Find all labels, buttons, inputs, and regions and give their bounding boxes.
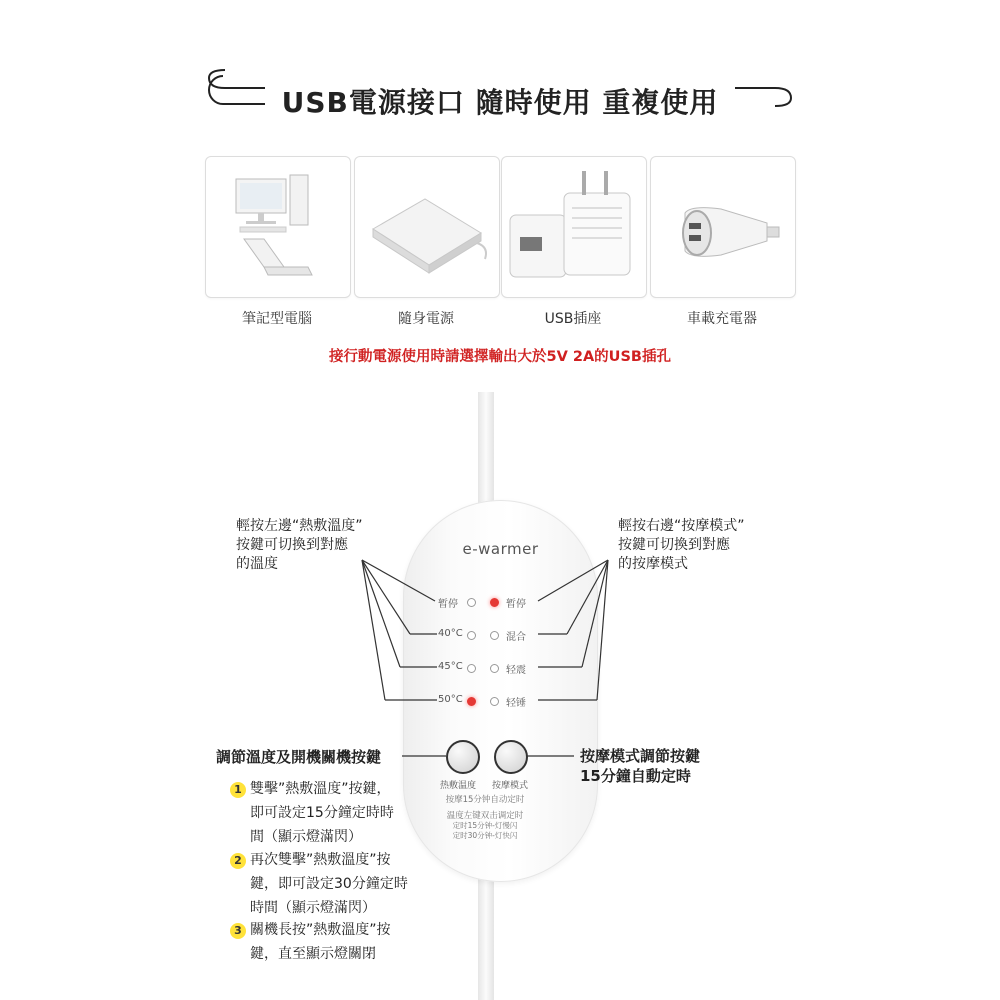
right-led-label-vibrate: 轻震 — [506, 665, 526, 676]
right-hint: 輕按右邊“按摩模式” 按鍵可切換到對應 的按摩模式 — [618, 518, 745, 572]
left-led-label-40: 40°C — [438, 628, 463, 639]
step-2: 2 再次雙擊”熱敷溫度”按 鍵，即可設定30分鐘定時 時間（顯示燈滿閃） — [230, 848, 420, 920]
left-led-indicator — [467, 664, 476, 673]
step-number-badge: 3 — [230, 923, 246, 939]
step-number-badge: 1 — [230, 782, 246, 798]
device-card-usb-adapter — [501, 156, 647, 298]
cable-top — [478, 392, 494, 504]
right-button-description: 按摩模式調節按鍵 15分鐘自動定時 — [580, 747, 701, 785]
left-hint: 輕按左邊“熱敷溫度” 按鍵可切換到對應 的溫度 — [236, 518, 363, 572]
right-led-label-mix: 混合 — [506, 632, 526, 643]
left-led-indicator-on — [467, 697, 476, 706]
massage-mode-button[interactable] — [494, 740, 528, 774]
cable-bottom — [478, 878, 494, 1000]
card-caption-usb-adapter: USB插座 — [544, 311, 602, 327]
step-3: 3 關機長按”熱敷溫度”按 鍵，直至顯示燈關閉 — [230, 918, 420, 966]
heat-button-label: 热敷温度 — [440, 781, 477, 791]
remote-note-line3: 定时15分钟-灯慢闪 — [452, 821, 518, 830]
usb-notice: 接行動電源使用時請選擇輸出大於5V 2A的USB插孔 — [329, 349, 671, 365]
usb-adapter-icon — [502, 157, 646, 297]
card-caption-computer: 筆記型電腦 — [242, 311, 312, 327]
device-card-power-bank — [354, 156, 500, 298]
page-title: USB電源接口 隨時使用 重複使用 — [0, 86, 1000, 120]
device-card-car-charger — [650, 156, 796, 298]
right-led-indicator — [490, 631, 499, 640]
brand-logo: e-warmer — [462, 540, 539, 558]
remote-note-line2: 温度左键双击调定时 — [446, 811, 524, 821]
power-bank-icon — [355, 157, 499, 297]
left-led-label-50: 50°C — [438, 694, 463, 705]
left-button-description: 調節溫度及開機關機按鍵 — [216, 748, 382, 766]
massage-button-label: 按摩模式 — [492, 781, 529, 791]
computer-icon — [206, 157, 350, 297]
right-led-label-hammer: 轻锤 — [506, 698, 526, 709]
car-charger-icon — [651, 157, 795, 297]
heat-temperature-button[interactable] — [446, 740, 480, 774]
remote-note-line1: 按摩15分钟自动定时 — [445, 795, 525, 805]
card-caption-power-bank: 隨身電源 — [398, 311, 454, 327]
right-led-label-pause: 暂停 — [506, 599, 526, 610]
remote-note-line4: 定时30分钟-灯快闪 — [452, 831, 518, 840]
left-led-indicator — [467, 631, 476, 640]
step-number-badge: 2 — [230, 853, 246, 869]
right-led-indicator — [490, 664, 499, 673]
right-led-indicator — [490, 697, 499, 706]
left-led-label-45: 45°C — [438, 661, 463, 672]
left-led-indicator — [467, 598, 476, 607]
left-led-label-pause: 暂停 — [438, 599, 458, 610]
device-card-computer — [205, 156, 351, 298]
step-1: 1 雙擊”熱敷溫度”按鍵， 即可設定15分鐘定時時 間（顯示燈滿閃） — [230, 777, 420, 849]
right-led-indicator-on — [490, 598, 499, 607]
card-caption-car-charger: 車載充電器 — [687, 311, 757, 327]
